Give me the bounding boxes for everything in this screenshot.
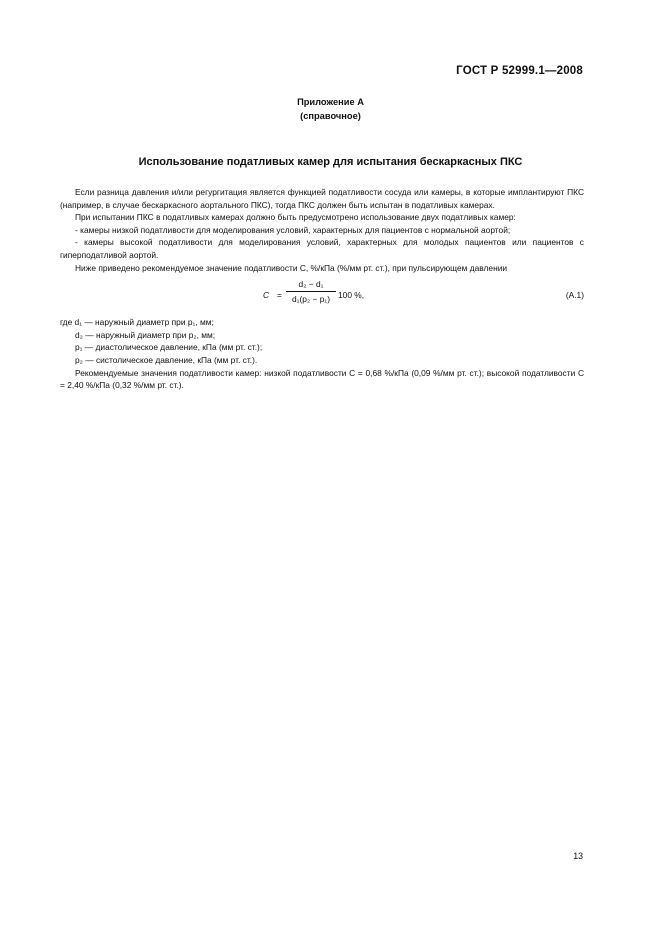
- paragraph-5: Ниже приведено рекомендуемое значение податливости C, %/кПа (%/мм рт. ст.), при пульсирующем давлении: [75, 262, 508, 273]
- formula-fraction: [286, 278, 336, 305]
- paragraph-3: - камеры низкой податливости для моделирования условий, характерных для пациентов с нормальной аортой;: [75, 224, 511, 235]
- formula-equals: =: [277, 290, 282, 301]
- formula-number: (А.1): [565, 290, 584, 301]
- appendix-type: (справочное): [300, 110, 361, 121]
- where-p2: p₂ — систолическое давление, кПа (мм рт. ст.).: [75, 354, 258, 365]
- formula-lhs: C: [263, 290, 270, 301]
- appendix-heading: [0, 96, 661, 123]
- where-p1: p₁ — диастолическое давление, кПа (мм рт. ст.);: [75, 342, 263, 353]
- page-number: 13: [573, 851, 583, 861]
- appendix-label: Приложение А: [297, 97, 364, 107]
- formula-rhs: 100 %,: [338, 290, 365, 301]
- paragraph-2: При испытании ПКС в податливых камерах должно быть предусмотрено использование двух податливых камер:: [75, 212, 516, 223]
- appendix-body: [60, 186, 584, 392]
- formula-denominator: d₁(p₂ − p₁): [292, 294, 330, 305]
- where-d2: d₂ — наружный диаметр при p₂, мм;: [75, 329, 216, 340]
- formula-numerator: d₂ − d₁: [286, 278, 336, 292]
- paragraph-4: - камеры высокой податливости для моделирования условий, характерных для молодых пациентов или пациентов с гиперподатливой аортой.: [60, 237, 584, 260]
- paragraph-6: Рекомендуемые значения податливости камер: низкой податливости C = 0,68 %/кПа (0,09 %/мм рт. ст.); высокой податливости C = 2,40 %/кПа (0,32 %/мм рт. ст.).: [60, 367, 584, 391]
- formula-a1: [60, 278, 584, 314]
- paragraph-1: Если разница давления и/или регургитация является функцией податливости сосуда или камеры, в которые имплантируют ПКС (например, в случае бескаркасного аортального ПКС), тогда ПКС должен быть испытан в податливых камерах.: [60, 187, 584, 210]
- standard-code-header: ГОСТ Р 52999.1—2008: [456, 65, 583, 77]
- appendix-title: Использование податливых камер для испытания бескаркасных ПКС: [138, 156, 523, 168]
- where-d1: где d₁ — наружный диаметр при p₁, мм;: [60, 317, 214, 328]
